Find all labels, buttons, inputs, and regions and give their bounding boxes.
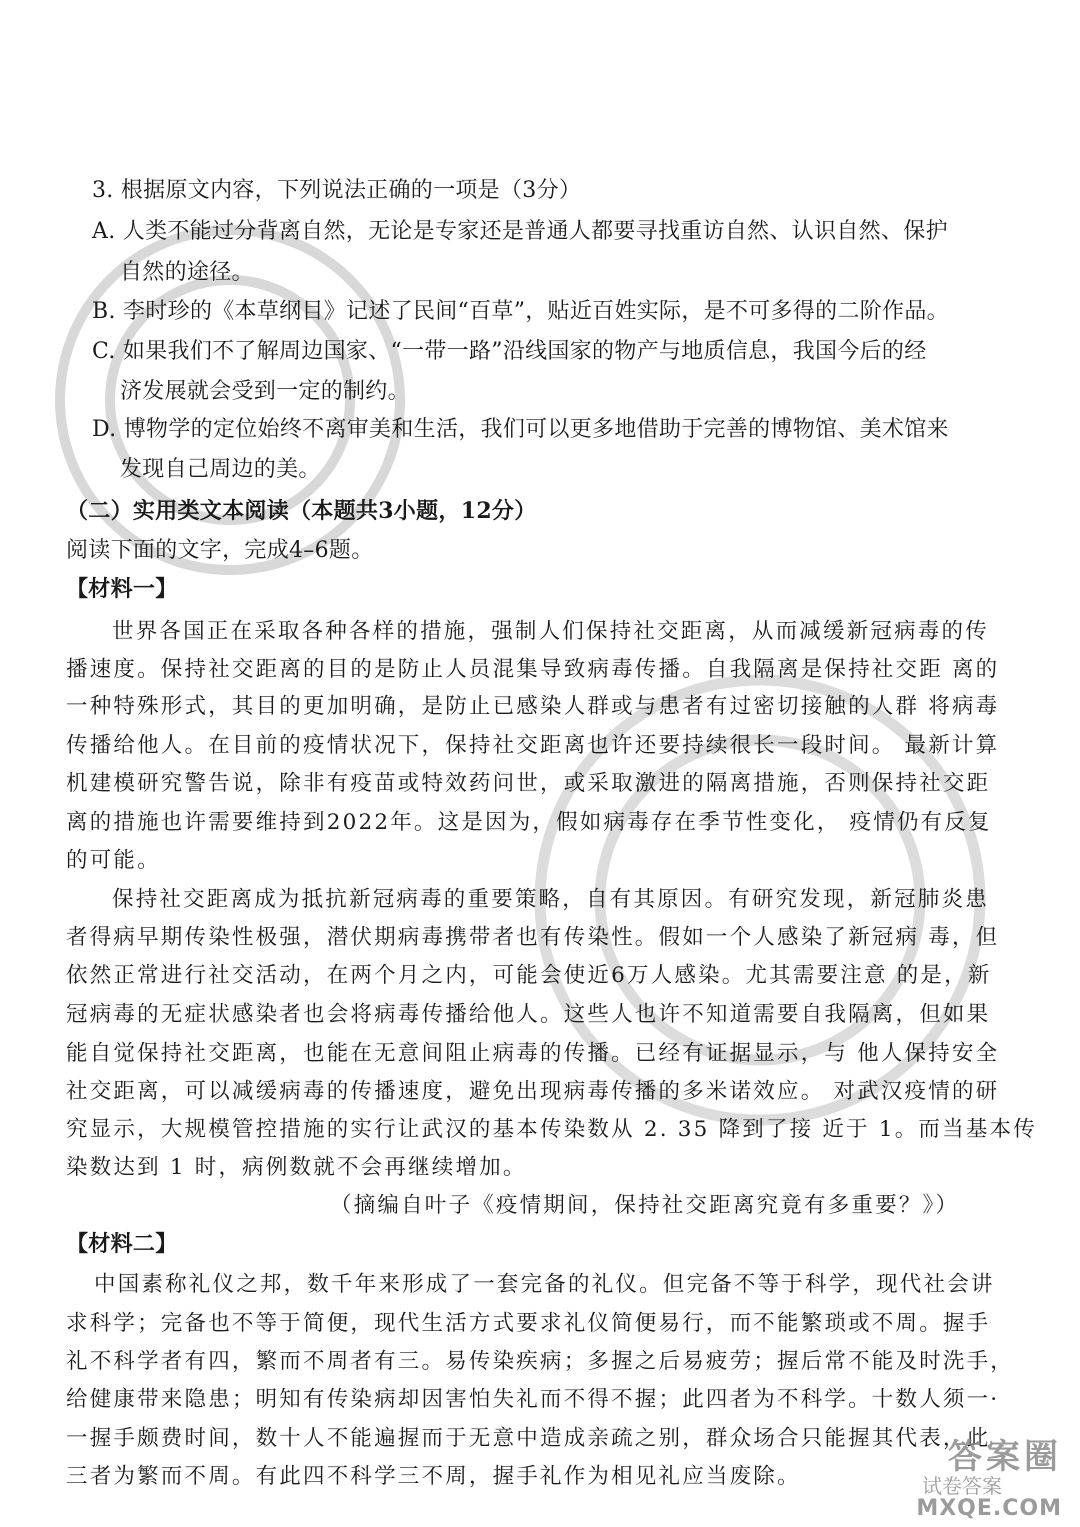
material-1-para-2-line: 冠病毒的无症状感染者也会将病毒传播给他人。这些人也许不知道需要自我隔离，但如果 [66, 1002, 991, 1027]
option-d-line-1: D. 博物学的定位始终不离审美和生活，我们可以更多地借助于完善的博物馆、美术馆来 [92, 417, 949, 442]
material-1-para-2-line: 保持社交距离成为抵抗新冠病毒的重要策略，自有其原因。有研究发现，新冠肺炎患 [112, 887, 989, 912]
option-a-line-2: 自然的途径。 [120, 260, 254, 285]
option-b-line-1: B. 李时珍的《本草纲目》记述了民间“百草”，贴近百姓实际，是不可多得的二阶作品。 [92, 299, 949, 324]
material-1-label: 【材料一】 [66, 576, 178, 602]
material-1-para-2-line: 者得病早期传染性极强，潜伏期病毒携带者也有传染性。假如一个人感染了新冠病 毒，但 [66, 925, 1000, 950]
section-heading: （二）实用类文本阅读（本题共3小题，12分） [66, 498, 537, 524]
material-2-para-1-line: 一握手颇费时间，数十人不能遍握而于无意中造成亲疏之别，群众场合只能握其代表，此 [66, 1426, 991, 1451]
option-d-line-2: 发现自己周边的美。 [120, 457, 321, 482]
material-1-para-2-line: 染数达到 1 时，病例数就不会再继续增加。 [66, 1155, 527, 1180]
material-2-para-1-line: 给健康带来隐患；明知有传染病却因害怕失礼而不得不握；此四者为不科学。十数人须一· [66, 1387, 1000, 1412]
material-1-para-2-line: 社交距离，可以减缓病毒的传播速度，避免出现病毒传播的多米诺效应。 对武汉疫情的研 [66, 1079, 1000, 1104]
material-1-para-1-line: 机建模研究警告说，除非有疫苗或特效药问世，或采取激进的隔离措施，否则保持社交距 [66, 771, 991, 796]
material-2-para-1-line: 三者为繁而不周。有此四不科学三不周，握手礼作为相见礼应当废除。 [66, 1464, 801, 1489]
option-c-line-2: 济发展就会受到一定的制约。 [120, 379, 410, 404]
option-a-line-1: A. 人类不能过分背离自然，无论是专家还是普通人都要寻找重访自然、认识自然、保护 [92, 219, 948, 244]
material-2-para-1-line: 礼不科学者有四，繁而不周者有三。易传染疾病；多握之后易疲劳；握后常不能及时洗手， [66, 1349, 1015, 1374]
material-1-para-1-line: 一种特殊形式，其目的更加明确，是防止已感染人群或与患者有过密切接触的人群 将病毒 [66, 694, 1000, 719]
question-3-stem: 3. 根据原文内容，下列说法正确的一项是（3分） [92, 178, 582, 203]
option-c-line-1: C. 如果我们不了解周边国家、“一带一路”沿线国家的物产与地质信息，我国今后的经 [92, 339, 927, 364]
site-watermark [916, 1439, 1062, 1521]
material-1-source: （摘编自叶子《疫情期间，保持社交距离究竟有多重要？》） [330, 1193, 960, 1218]
material-2-label: 【材料二】 [66, 1231, 178, 1257]
material-2-para-1-line: 求科学；完备也不等于简便，现代生活方式要求礼仪简便易行，而不能繁琐或不周。握手 [66, 1311, 991, 1336]
watermark-url: MXQE.COM [916, 1496, 1062, 1521]
watermark-caption: 试卷答案 [922, 1474, 1002, 1498]
section-instruction: 阅读下面的文字，完成4–6题。 [66, 538, 374, 563]
material-1-para-1-line: 传播给他人。在目前的疫情状况下，保持社交距离也许还要持续很长一段时间。 最新计算 [66, 733, 1000, 758]
material-1-para-2-line: 依然正常进行社交活动，在两个月之内，可能会使近6万人感染。尤其需要注意 的是，新 [66, 963, 992, 988]
material-1-para-2-line: 能自觉保持社交距离，也能在无意间阻止病毒的传播。已经有证据显示，与 他人保持安全 [66, 1041, 1000, 1066]
watermark-logo: 答案圈 [948, 1437, 1062, 1477]
material-2-para-1-line: 中国素称礼仪之邦，数千年来形成了一套完备的礼仪。但完备不等于科学，现代社会讲 [94, 1272, 995, 1297]
material-1-para-1-line: 播速度。保持社交距离的目的是防止人员混集导致病毒传播。自我隔离是保持社交距 离的 [66, 657, 1000, 682]
material-1-para-2-line: 究显示，大规模管控措施的实行让武汉的基本传染数从 2. 35 降到了接 近于 1。而当基本传 [66, 1117, 1037, 1142]
material-1-para-1-line: 的可能。 [66, 848, 161, 873]
material-1-para-1-line: 世界各国正在采取各种各样的措施，强制人们保持社交距离，从而减缓新冠病毒的传 [112, 619, 989, 644]
material-1-para-1-line: 离的措施也许需要维持到2022年。这是因为，假如病毒存在季节性变化， 疫情仍有反复 [66, 810, 992, 835]
